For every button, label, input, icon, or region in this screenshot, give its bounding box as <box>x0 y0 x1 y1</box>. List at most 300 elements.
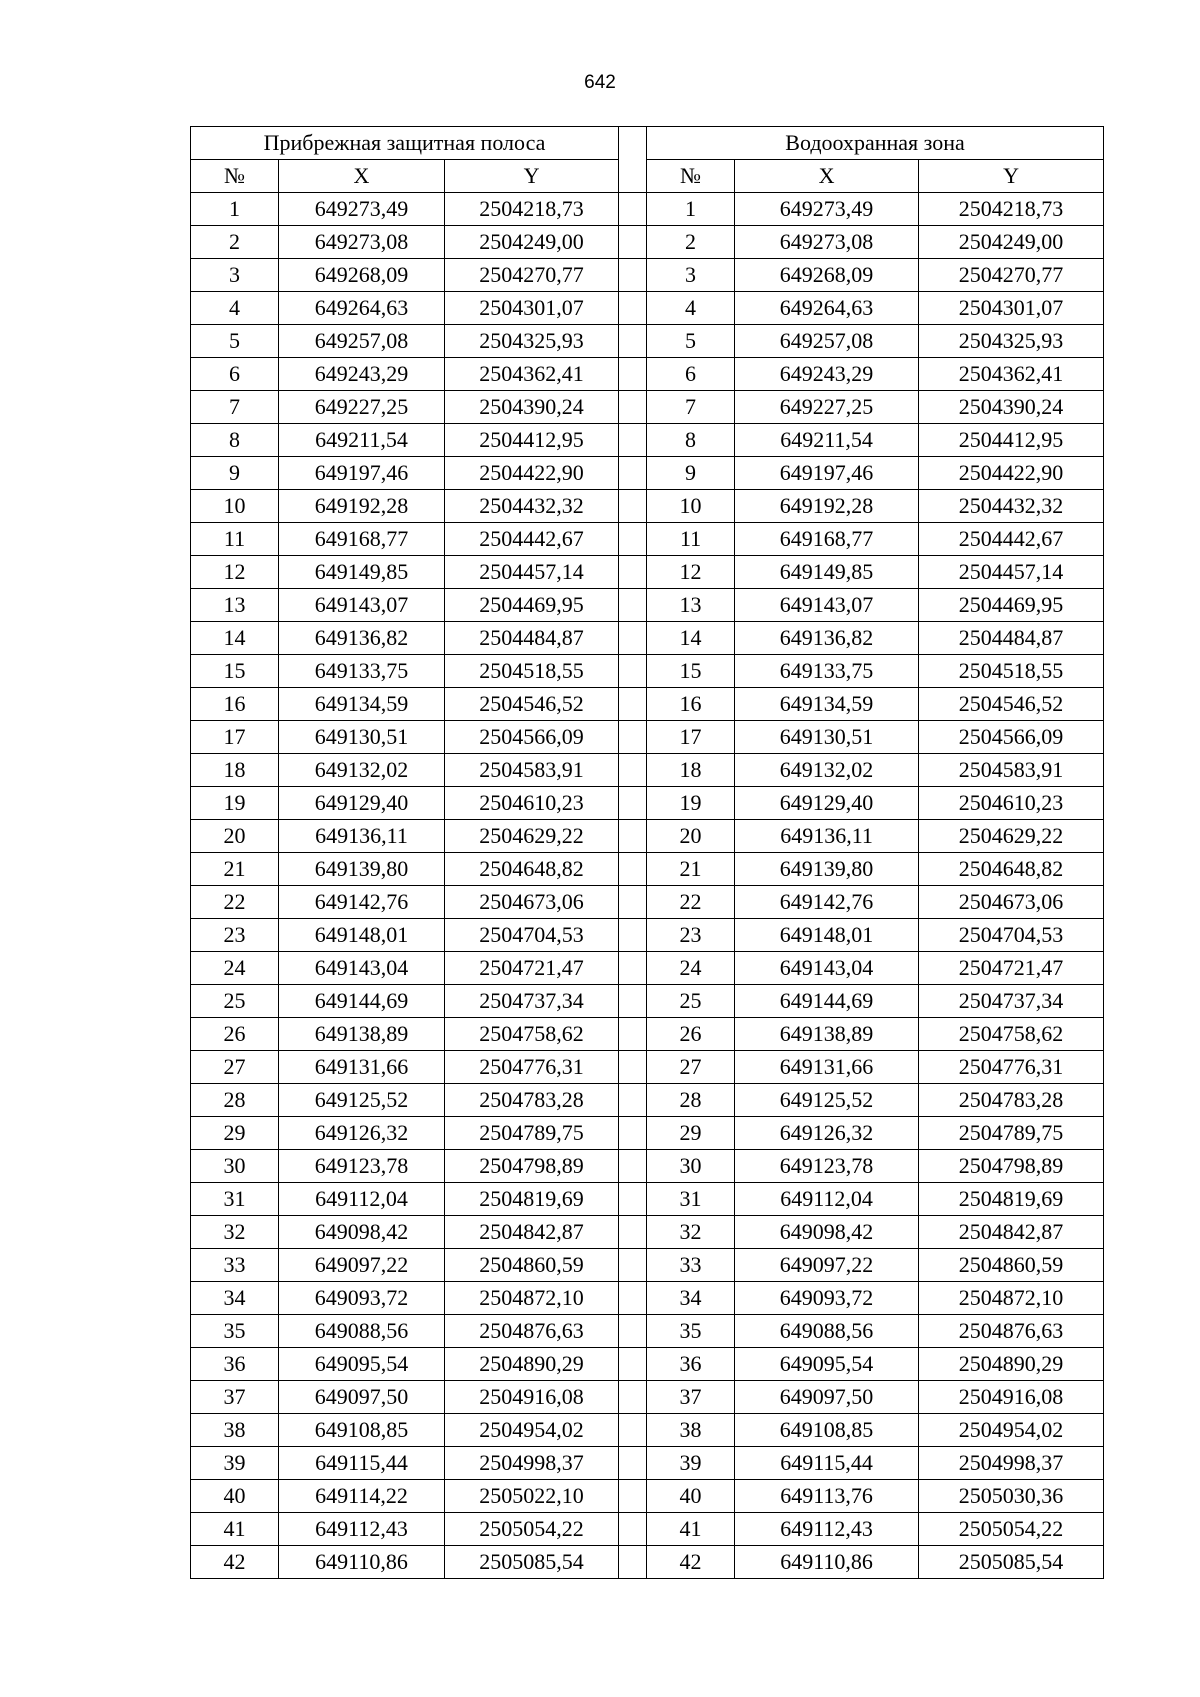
left-num-cell: 28 <box>191 1084 279 1117</box>
right-y-cell: 2504648,82 <box>919 853 1104 886</box>
left-num-cell: 16 <box>191 688 279 721</box>
left-x-cell: 649125,52 <box>279 1084 445 1117</box>
right-num-cell: 28 <box>647 1084 735 1117</box>
table-gap-cell <box>619 1018 647 1051</box>
table-row <box>191 1447 1104 1480</box>
left-y-cell: 2504860,59 <box>445 1249 619 1282</box>
right-num-cell: 7 <box>647 391 735 424</box>
left-x-cell: 649273,08 <box>279 226 445 259</box>
table-gap-cell <box>619 853 647 886</box>
left-x-cell: 649143,07 <box>279 589 445 622</box>
left-x-cell: 649112,43 <box>279 1513 445 1546</box>
right-y-cell: 2504798,89 <box>919 1150 1104 1183</box>
left-y-cell: 2504325,93 <box>445 325 619 358</box>
right-y-cell: 2504412,95 <box>919 424 1104 457</box>
left-x-cell: 649197,46 <box>279 457 445 490</box>
right-y-cell: 2504872,10 <box>919 1282 1104 1315</box>
left-x-cell: 649257,08 <box>279 325 445 358</box>
right-x-cell: 649227,25 <box>735 391 919 424</box>
right-num-cell: 41 <box>647 1513 735 1546</box>
left-num-cell: 27 <box>191 1051 279 1084</box>
left-num-cell: 38 <box>191 1414 279 1447</box>
table-row <box>191 259 1104 292</box>
left-y-cell: 2504362,41 <box>445 358 619 391</box>
left-y-cell: 2504890,29 <box>445 1348 619 1381</box>
right-num-cell: 2 <box>647 226 735 259</box>
left-x-cell: 649136,11 <box>279 820 445 853</box>
right-y-cell: 2504629,22 <box>919 820 1104 853</box>
left-y-cell: 2504518,55 <box>445 655 619 688</box>
table-row <box>191 292 1104 325</box>
left-y-cell: 2504783,28 <box>445 1084 619 1117</box>
left-x-cell: 649227,25 <box>279 391 445 424</box>
left-x-cell: 649243,29 <box>279 358 445 391</box>
right-num-header: № <box>647 160 735 193</box>
left-x-cell: 649273,49 <box>279 193 445 226</box>
table-gap-cell <box>619 1249 647 1282</box>
right-y-cell: 2504758,62 <box>919 1018 1104 1051</box>
left-y-cell: 2504390,24 <box>445 391 619 424</box>
table-row <box>191 1150 1104 1183</box>
right-y-cell: 2505085,54 <box>919 1546 1104 1579</box>
table-row <box>191 655 1104 688</box>
right-num-cell: 27 <box>647 1051 735 1084</box>
left-num-cell: 2 <box>191 226 279 259</box>
left-x-cell: 649095,54 <box>279 1348 445 1381</box>
left-y-cell: 2504673,06 <box>445 886 619 919</box>
right-x-cell: 649132,02 <box>735 754 919 787</box>
table-row <box>191 358 1104 391</box>
right-y-cell: 2504249,00 <box>919 226 1104 259</box>
right-num-cell: 26 <box>647 1018 735 1051</box>
left-num-cell: 21 <box>191 853 279 886</box>
left-y-cell: 2504819,69 <box>445 1183 619 1216</box>
table-row <box>191 1480 1104 1513</box>
right-x-cell: 649125,52 <box>735 1084 919 1117</box>
coordinates-table <box>190 126 1104 1579</box>
table-gap-cell <box>619 754 647 787</box>
left-x-cell: 649168,77 <box>279 523 445 556</box>
right-x-cell: 649095,54 <box>735 1348 919 1381</box>
right-x-cell: 649142,76 <box>735 886 919 919</box>
table-row <box>191 1216 1104 1249</box>
left-num-cell: 31 <box>191 1183 279 1216</box>
table-row <box>191 1348 1104 1381</box>
left-x-cell: 649097,50 <box>279 1381 445 1414</box>
left-num-cell: 22 <box>191 886 279 919</box>
right-num-cell: 15 <box>647 655 735 688</box>
right-x-cell: 649130,51 <box>735 721 919 754</box>
left-y-cell: 2504798,89 <box>445 1150 619 1183</box>
left-y-cell: 2504648,82 <box>445 853 619 886</box>
left-num-cell: 29 <box>191 1117 279 1150</box>
right-x-cell: 649257,08 <box>735 325 919 358</box>
left-y-cell: 2504789,75 <box>445 1117 619 1150</box>
right-num-cell: 29 <box>647 1117 735 1150</box>
left-y-cell: 2505054,22 <box>445 1513 619 1546</box>
right-y-cell: 2504998,37 <box>919 1447 1104 1480</box>
table-gap-cell <box>619 589 647 622</box>
left-x-cell: 649098,42 <box>279 1216 445 1249</box>
right-x-cell: 649134,59 <box>735 688 919 721</box>
right-x-cell: 649268,09 <box>735 259 919 292</box>
table-gap-cell <box>619 259 647 292</box>
right-y-cell: 2504270,77 <box>919 259 1104 292</box>
table-row <box>191 688 1104 721</box>
right-x-cell: 649123,78 <box>735 1150 919 1183</box>
right-x-cell: 649115,44 <box>735 1447 919 1480</box>
right-num-cell: 11 <box>647 523 735 556</box>
table-gap-cell <box>619 193 647 226</box>
left-y-cell: 2504872,10 <box>445 1282 619 1315</box>
table-row <box>191 1018 1104 1051</box>
table-gap-cell <box>619 1051 647 1084</box>
right-num-cell: 18 <box>647 754 735 787</box>
right-y-cell: 2504457,14 <box>919 556 1104 589</box>
table-gap-cell <box>619 721 647 754</box>
right-num-cell: 19 <box>647 787 735 820</box>
left-x-cell: 649136,82 <box>279 622 445 655</box>
table-row <box>191 1546 1104 1579</box>
right-num-cell: 35 <box>647 1315 735 1348</box>
right-x-cell: 649192,28 <box>735 490 919 523</box>
right-x-cell: 649108,85 <box>735 1414 919 1447</box>
table-row <box>191 457 1104 490</box>
right-num-cell: 8 <box>647 424 735 457</box>
table-row <box>191 1249 1104 1282</box>
right-y-cell: 2505030,36 <box>919 1480 1104 1513</box>
table-gap-cell <box>619 1150 647 1183</box>
right-x-cell: 649264,63 <box>735 292 919 325</box>
right-section-title: Водоохранная зона <box>647 127 1104 160</box>
table-row <box>191 919 1104 952</box>
table-gap-cell <box>619 1447 647 1480</box>
right-y-cell: 2504390,24 <box>919 391 1104 424</box>
right-x-cell: 649143,07 <box>735 589 919 622</box>
table-row <box>191 556 1104 589</box>
left-y-cell: 2504998,37 <box>445 1447 619 1480</box>
left-y-cell: 2504566,09 <box>445 721 619 754</box>
left-num-cell: 24 <box>191 952 279 985</box>
right-x-cell: 649093,72 <box>735 1282 919 1315</box>
right-num-cell: 21 <box>647 853 735 886</box>
left-x-cell: 649148,01 <box>279 919 445 952</box>
table-gap-cell <box>619 1348 647 1381</box>
table-row <box>191 820 1104 853</box>
right-y-cell: 2504721,47 <box>919 952 1104 985</box>
page-number: 642 <box>584 72 616 93</box>
left-num-cell: 35 <box>191 1315 279 1348</box>
left-num-cell: 25 <box>191 985 279 1018</box>
right-x-cell: 649144,69 <box>735 985 919 1018</box>
table-row <box>191 985 1104 1018</box>
left-y-cell: 2504442,67 <box>445 523 619 556</box>
left-num-cell: 7 <box>191 391 279 424</box>
right-y-cell: 2504842,87 <box>919 1216 1104 1249</box>
left-x-cell: 649093,72 <box>279 1282 445 1315</box>
left-num-cell: 23 <box>191 919 279 952</box>
left-x-cell: 649211,54 <box>279 424 445 457</box>
right-y-cell: 2504876,63 <box>919 1315 1104 1348</box>
left-num-cell: 41 <box>191 1513 279 1546</box>
left-x-cell: 649138,89 <box>279 1018 445 1051</box>
left-x-cell: 649264,63 <box>279 292 445 325</box>
right-x-cell: 649129,40 <box>735 787 919 820</box>
left-num-cell: 4 <box>191 292 279 325</box>
right-y-cell: 2505054,22 <box>919 1513 1104 1546</box>
table-row <box>191 1414 1104 1447</box>
table-gap-cell <box>619 391 647 424</box>
right-num-cell: 31 <box>647 1183 735 1216</box>
right-y-cell: 2504442,67 <box>919 523 1104 556</box>
right-x-cell: 649273,08 <box>735 226 919 259</box>
right-num-cell: 38 <box>647 1414 735 1447</box>
left-y-cell: 2504721,47 <box>445 952 619 985</box>
left-num-cell: 17 <box>191 721 279 754</box>
right-x-cell: 649133,75 <box>735 655 919 688</box>
table-gap-cell <box>619 127 647 193</box>
left-x-cell: 649133,75 <box>279 655 445 688</box>
right-num-cell: 33 <box>647 1249 735 1282</box>
table-row <box>191 1315 1104 1348</box>
right-x-cell: 649168,77 <box>735 523 919 556</box>
table-gap-cell <box>619 1315 647 1348</box>
right-num-cell: 30 <box>647 1150 735 1183</box>
table-row <box>191 787 1104 820</box>
left-x-cell: 649143,04 <box>279 952 445 985</box>
left-x-cell: 649123,78 <box>279 1150 445 1183</box>
table-gap-cell <box>619 358 647 391</box>
right-x-cell: 649097,22 <box>735 1249 919 1282</box>
left-num-header: № <box>191 160 279 193</box>
right-num-cell: 22 <box>647 886 735 919</box>
table-gap-cell <box>619 1480 647 1513</box>
table-row <box>191 1282 1104 1315</box>
left-x-cell: 649139,80 <box>279 853 445 886</box>
right-x-cell: 649112,04 <box>735 1183 919 1216</box>
left-y-cell: 2504484,87 <box>445 622 619 655</box>
table-gap-cell <box>619 1084 647 1117</box>
right-num-cell: 5 <box>647 325 735 358</box>
left-num-cell: 1 <box>191 193 279 226</box>
right-x-cell: 649197,46 <box>735 457 919 490</box>
left-y-cell: 2504412,95 <box>445 424 619 457</box>
table-gap-cell <box>619 688 647 721</box>
left-x-cell: 649097,22 <box>279 1249 445 1282</box>
left-num-cell: 40 <box>191 1480 279 1513</box>
table-row <box>191 1084 1104 1117</box>
left-num-cell: 11 <box>191 523 279 556</box>
left-num-cell: 37 <box>191 1381 279 1414</box>
left-y-cell: 2504546,52 <box>445 688 619 721</box>
left-num-cell: 36 <box>191 1348 279 1381</box>
right-y-cell: 2504673,06 <box>919 886 1104 919</box>
left-num-cell: 13 <box>191 589 279 622</box>
left-x-cell: 649114,22 <box>279 1480 445 1513</box>
right-x-cell: 649243,29 <box>735 358 919 391</box>
right-y-cell: 2504518,55 <box>919 655 1104 688</box>
left-x-cell: 649144,69 <box>279 985 445 1018</box>
left-x-cell: 649126,32 <box>279 1117 445 1150</box>
left-y-cell: 2504737,34 <box>445 985 619 1018</box>
left-y-cell: 2504629,22 <box>445 820 619 853</box>
right-y-cell: 2504583,91 <box>919 754 1104 787</box>
right-y-cell: 2504362,41 <box>919 358 1104 391</box>
left-x-cell: 649108,85 <box>279 1414 445 1447</box>
right-x-cell: 649110,86 <box>735 1546 919 1579</box>
left-num-cell: 34 <box>191 1282 279 1315</box>
table-row <box>191 886 1104 919</box>
left-x-header: X <box>279 160 445 193</box>
left-x-cell: 649112,04 <box>279 1183 445 1216</box>
right-num-cell: 25 <box>647 985 735 1018</box>
table-gap-cell <box>619 457 647 490</box>
left-y-cell: 2504758,62 <box>445 1018 619 1051</box>
left-num-cell: 15 <box>191 655 279 688</box>
table-gap-cell <box>619 886 647 919</box>
left-y-cell: 2505085,54 <box>445 1546 619 1579</box>
right-num-cell: 20 <box>647 820 735 853</box>
table-gap-cell <box>619 1183 647 1216</box>
left-x-cell: 649088,56 <box>279 1315 445 1348</box>
left-num-cell: 20 <box>191 820 279 853</box>
left-num-cell: 26 <box>191 1018 279 1051</box>
right-y-cell: 2504819,69 <box>919 1183 1104 1216</box>
column-header-row <box>191 160 1104 193</box>
left-y-cell: 2504610,23 <box>445 787 619 820</box>
table-gap-cell <box>619 985 647 1018</box>
left-section-title: Прибрежная защитная полоса <box>191 127 619 160</box>
right-y-cell: 2504704,53 <box>919 919 1104 952</box>
left-num-cell: 33 <box>191 1249 279 1282</box>
right-num-cell: 40 <box>647 1480 735 1513</box>
right-num-cell: 12 <box>647 556 735 589</box>
left-y-header: Y <box>445 160 619 193</box>
left-y-cell: 2504876,63 <box>445 1315 619 1348</box>
table-gap-cell <box>619 1513 647 1546</box>
right-num-cell: 13 <box>647 589 735 622</box>
left-x-cell: 649192,28 <box>279 490 445 523</box>
table-gap-cell <box>619 325 647 358</box>
left-num-cell: 8 <box>191 424 279 457</box>
right-x-cell: 649143,04 <box>735 952 919 985</box>
left-y-cell: 2504776,31 <box>445 1051 619 1084</box>
table-row <box>191 1381 1104 1414</box>
right-num-cell: 34 <box>647 1282 735 1315</box>
right-x-cell: 649131,66 <box>735 1051 919 1084</box>
table-gap-cell <box>619 1546 647 1579</box>
left-num-cell: 3 <box>191 259 279 292</box>
section-header-row <box>191 127 1104 160</box>
left-y-cell: 2504916,08 <box>445 1381 619 1414</box>
table-row <box>191 325 1104 358</box>
left-y-cell: 2504469,95 <box>445 589 619 622</box>
left-y-cell: 2504270,77 <box>445 259 619 292</box>
left-num-cell: 19 <box>191 787 279 820</box>
right-x-cell: 649112,43 <box>735 1513 919 1546</box>
right-x-cell: 649211,54 <box>735 424 919 457</box>
right-num-cell: 6 <box>647 358 735 391</box>
left-x-cell: 649130,51 <box>279 721 445 754</box>
right-y-cell: 2504484,87 <box>919 622 1104 655</box>
right-num-cell: 32 <box>647 1216 735 1249</box>
right-y-cell: 2504737,34 <box>919 985 1104 1018</box>
right-y-cell: 2504610,23 <box>919 787 1104 820</box>
right-num-cell: 36 <box>647 1348 735 1381</box>
table-gap-cell <box>619 1414 647 1447</box>
right-num-cell: 10 <box>647 490 735 523</box>
table-row <box>191 424 1104 457</box>
left-num-cell: 10 <box>191 490 279 523</box>
left-num-cell: 12 <box>191 556 279 589</box>
table-gap-cell <box>619 622 647 655</box>
table-row <box>191 1051 1104 1084</box>
left-num-cell: 6 <box>191 358 279 391</box>
left-x-cell: 649149,85 <box>279 556 445 589</box>
table-row <box>191 622 1104 655</box>
right-num-cell: 4 <box>647 292 735 325</box>
table-gap-cell <box>619 787 647 820</box>
left-y-cell: 2504457,14 <box>445 556 619 589</box>
table-gap-cell <box>619 292 647 325</box>
right-y-cell: 2504789,75 <box>919 1117 1104 1150</box>
right-x-cell: 649097,50 <box>735 1381 919 1414</box>
table-gap-cell <box>619 655 647 688</box>
left-y-cell: 2504583,91 <box>445 754 619 787</box>
right-y-cell: 2504422,90 <box>919 457 1104 490</box>
table-row <box>191 490 1104 523</box>
left-y-cell: 2504704,53 <box>445 919 619 952</box>
right-y-cell: 2504916,08 <box>919 1381 1104 1414</box>
left-num-cell: 9 <box>191 457 279 490</box>
left-y-cell: 2504842,87 <box>445 1216 619 1249</box>
table-gap-cell <box>619 1381 647 1414</box>
right-x-cell: 649139,80 <box>735 853 919 886</box>
right-y-cell: 2504860,59 <box>919 1249 1104 1282</box>
left-y-cell: 2504422,90 <box>445 457 619 490</box>
left-y-cell: 2504954,02 <box>445 1414 619 1447</box>
right-x-cell: 649126,32 <box>735 1117 919 1150</box>
left-num-cell: 30 <box>191 1150 279 1183</box>
right-x-cell: 649148,01 <box>735 919 919 952</box>
table-gap-cell <box>619 523 647 556</box>
table-gap-cell <box>619 1117 647 1150</box>
right-y-cell: 2504469,95 <box>919 589 1104 622</box>
left-num-cell: 14 <box>191 622 279 655</box>
right-x-cell: 649136,82 <box>735 622 919 655</box>
right-y-cell: 2504566,09 <box>919 721 1104 754</box>
left-num-cell: 5 <box>191 325 279 358</box>
right-x-cell: 649149,85 <box>735 556 919 589</box>
table-gap-cell <box>619 556 647 589</box>
table-row <box>191 226 1104 259</box>
right-y-cell: 2504546,52 <box>919 688 1104 721</box>
left-y-cell: 2504218,73 <box>445 193 619 226</box>
left-x-cell: 649115,44 <box>279 1447 445 1480</box>
left-num-cell: 42 <box>191 1546 279 1579</box>
right-y-cell: 2504776,31 <box>919 1051 1104 1084</box>
table-row <box>191 523 1104 556</box>
left-x-cell: 649131,66 <box>279 1051 445 1084</box>
right-y-cell: 2504218,73 <box>919 193 1104 226</box>
right-num-cell: 42 <box>647 1546 735 1579</box>
right-y-cell: 2504954,02 <box>919 1414 1104 1447</box>
left-num-cell: 32 <box>191 1216 279 1249</box>
left-x-cell: 649132,02 <box>279 754 445 787</box>
right-x-cell: 649138,89 <box>735 1018 919 1051</box>
right-num-cell: 1 <box>647 193 735 226</box>
table-gap-cell <box>619 952 647 985</box>
